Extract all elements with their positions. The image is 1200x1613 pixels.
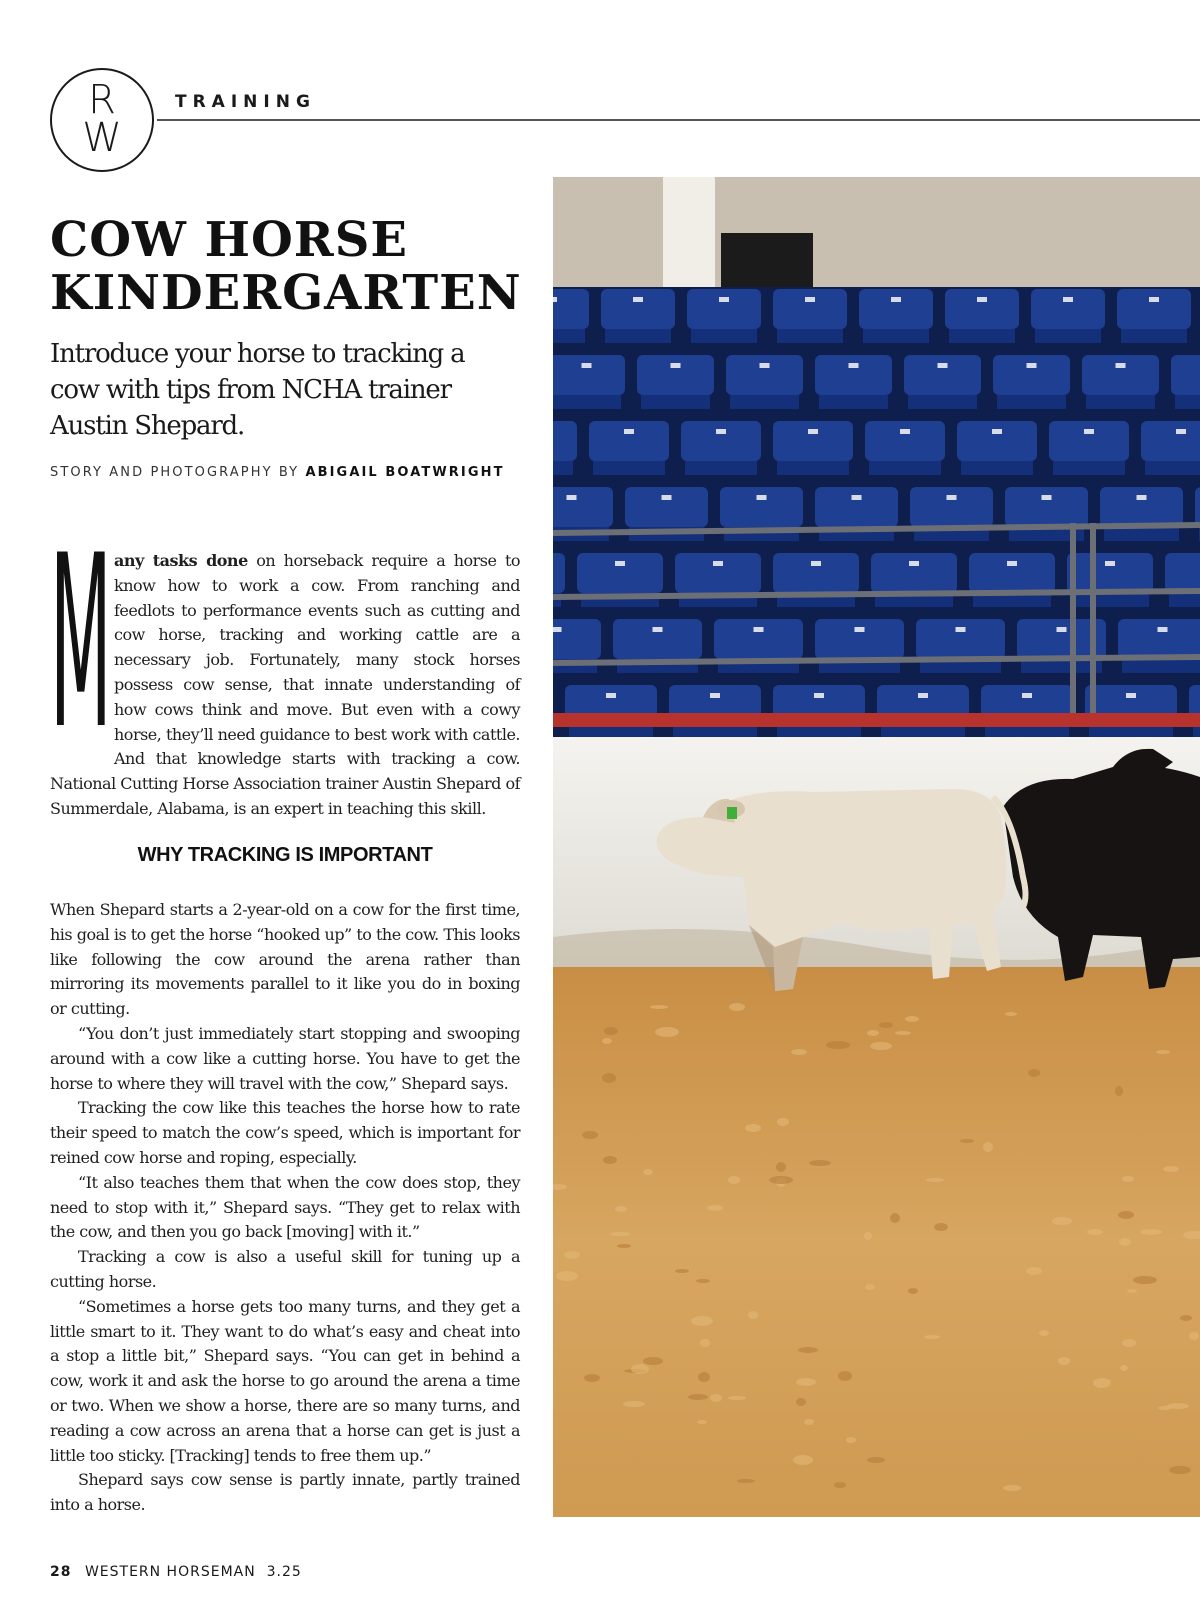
stadium-seat xyxy=(859,289,933,329)
seat-number-plate xyxy=(909,561,919,566)
seat-number-plate xyxy=(662,495,672,500)
seat-number-plate xyxy=(615,561,625,566)
body-paragraph: “You don’t just immediately start stopping and swooping around with a cow like a cutting horse. You have to get the horse to where they will travel with the cow,” Shepard says. xyxy=(50,1023,520,1093)
stadium-seat-base xyxy=(1175,395,1200,409)
hoof-print xyxy=(826,1041,850,1049)
seat-number-plate xyxy=(653,627,663,632)
stadium-seat xyxy=(687,289,761,329)
hoof-print xyxy=(1189,1332,1199,1340)
stadium-seat xyxy=(1100,487,1183,527)
hoof-print xyxy=(1028,1069,1040,1077)
hoof-print xyxy=(934,1223,948,1231)
hoof-print xyxy=(1120,1365,1128,1371)
hoof-print xyxy=(675,1269,689,1273)
seat-number-plate xyxy=(956,627,966,632)
seat-number-plate xyxy=(891,297,901,302)
hoof-print xyxy=(895,1031,911,1035)
header-divider xyxy=(157,119,1200,121)
hoof-print xyxy=(710,1394,722,1402)
hoof-print xyxy=(582,1131,598,1139)
seat-number-plate xyxy=(553,297,557,302)
hoof-print xyxy=(655,1027,679,1037)
intro-text: on horseback require a horse to know how to work a cow. From ranching and feedlots to performance events such as cutting and cow horse, tracking and working cattle are a necessary job. Fortunately, many stock horses possess cow sense, that innate understanding of how cows think and move. But even with a cowy horse, they’ll need guidance to best work with cattle. And that knowledge starts with tracking a cow. National Cutting Horse Association trainer Austin Shepard of Summerdale, Alabama, is an expert in teaching this skill. xyxy=(50,551,521,818)
arena-cattle-photo xyxy=(553,177,1200,1517)
seat-number-plate xyxy=(716,429,726,434)
hoof-print xyxy=(728,1176,740,1184)
hoof-print xyxy=(1156,1050,1170,1054)
hoof-print xyxy=(643,1169,653,1175)
stadium-seat xyxy=(815,487,898,527)
stadium-seat-base xyxy=(777,725,861,739)
hoof-print xyxy=(796,1398,806,1406)
hoof-print xyxy=(1163,1166,1179,1172)
stadium-seat xyxy=(714,619,803,659)
hoof-print xyxy=(650,1005,668,1009)
seat-number-plate xyxy=(719,297,729,302)
seat-number-plate xyxy=(814,693,824,698)
hoof-print xyxy=(696,1279,710,1283)
stadium-seat-base xyxy=(730,395,799,409)
hoof-print xyxy=(870,1042,892,1050)
hoof-print xyxy=(960,1139,974,1143)
hoof-print xyxy=(623,1401,645,1407)
stadium-seat xyxy=(553,355,625,395)
stadium-seat xyxy=(589,421,669,461)
hoof-print xyxy=(602,1073,616,1083)
stadium-seat xyxy=(553,553,565,593)
hoof-print xyxy=(631,1364,649,1374)
hoof-print xyxy=(983,1142,993,1152)
stadium-seat xyxy=(637,355,714,395)
hoof-print xyxy=(745,1124,761,1132)
stadium-seat xyxy=(957,421,1037,461)
hoof-print xyxy=(1122,1339,1136,1347)
hoof-print xyxy=(615,1206,627,1212)
arena-photo-illustration xyxy=(553,177,1200,1517)
seat-number-plate xyxy=(805,297,815,302)
hoof-print xyxy=(1058,1357,1070,1365)
hoof-print xyxy=(1093,1378,1111,1388)
stadium-seat xyxy=(625,487,708,527)
stadium-seat xyxy=(916,619,1005,659)
hoof-print xyxy=(905,1016,919,1022)
hoof-print xyxy=(737,1479,755,1483)
hoof-print xyxy=(867,1030,879,1036)
stadium-seat-base xyxy=(869,461,941,475)
stadium-seat-base xyxy=(569,725,653,739)
seat-number-plate xyxy=(977,297,987,302)
hoof-print xyxy=(776,1162,786,1172)
hoof-print xyxy=(1127,1289,1137,1293)
stadium-seat xyxy=(681,421,761,461)
seat-number-plate xyxy=(710,693,720,698)
stadium-seat xyxy=(910,487,993,527)
seat-number-plate xyxy=(633,297,643,302)
seat-number-plate xyxy=(1116,363,1126,368)
seat-number-plate xyxy=(1027,363,1037,368)
stadium-seat xyxy=(577,553,663,593)
seat-number-plate xyxy=(582,363,592,368)
hoof-print xyxy=(1039,1330,1049,1336)
stadium-seat xyxy=(1141,421,1200,461)
seat-number-plate xyxy=(757,495,767,500)
seat-number-plate xyxy=(918,693,928,698)
stadium-seat-base xyxy=(593,461,665,475)
drop-cap: M xyxy=(50,505,112,782)
stadium-seat-base xyxy=(553,395,621,409)
seat-number-plate xyxy=(849,363,859,368)
stadium-seat xyxy=(553,487,613,527)
article-deck: Introduce your horse to tracking a cow with tips from NCHA trainer Austin Shepard. xyxy=(50,339,465,441)
stadium-seat-base xyxy=(685,461,757,475)
stadium-seat-base xyxy=(1193,725,1200,739)
seat-number-plate xyxy=(1176,429,1186,434)
hoof-print xyxy=(890,1213,900,1223)
seat-number-plate xyxy=(713,561,723,566)
hoof-print xyxy=(556,1271,578,1281)
seat-number-plate xyxy=(947,495,957,500)
hoof-print xyxy=(1005,1012,1017,1016)
byline-author: ABIGAIL BOATWRIGHT xyxy=(305,465,505,480)
body-paragraph: “It also teaches them that when the cow does stop, they need to stop with it,” Shepard says. “They get to relax with the cow, and then you go back [moving] with it.” xyxy=(50,1172,520,1242)
stadium-seat xyxy=(1049,421,1129,461)
seat-number-plate xyxy=(671,363,681,368)
seat-number-plate xyxy=(1042,495,1052,500)
section-subhead: WHY TRACKING IS IMPORTANT xyxy=(137,844,433,866)
stadium-seat-base xyxy=(1169,593,1200,607)
stadium-seat xyxy=(993,355,1070,395)
hoof-print xyxy=(698,1372,710,1382)
hoof-print xyxy=(1087,1229,1103,1235)
stadium-seat-base xyxy=(961,461,1033,475)
hoof-print xyxy=(1133,1276,1157,1284)
hoof-print xyxy=(610,1232,630,1236)
seat-number-plate xyxy=(808,429,818,434)
hoof-print xyxy=(1003,1485,1021,1491)
stadium-seat xyxy=(815,355,892,395)
stadium-seat-base xyxy=(997,395,1066,409)
byline-prefix: STORY AND PHOTOGRAPHY BY xyxy=(50,465,300,480)
hoof-print xyxy=(796,1378,816,1386)
hoof-print xyxy=(603,1156,617,1164)
rw-logo xyxy=(50,68,154,172)
hoof-print xyxy=(879,1022,893,1028)
seat-number-plate xyxy=(811,561,821,566)
hoof-print xyxy=(729,1003,745,1011)
stadium-seat-base xyxy=(641,395,710,409)
body-paragraph: Tracking a cow is also a useful skill for tuning up a cutting horse. xyxy=(50,1247,520,1291)
stadium-seat-base xyxy=(949,329,1015,343)
stadium-seat xyxy=(871,553,957,593)
hoof-print xyxy=(838,1371,852,1381)
stadium-seat xyxy=(1082,355,1159,395)
body-paragraph: Tracking the cow like this teaches the horse how to rate their speed to match the cow’s speed, which is important for reined cow horse and roping, especially. xyxy=(50,1098,520,1167)
hoof-print xyxy=(617,1244,631,1248)
stadium-seat xyxy=(945,289,1019,329)
article-byline xyxy=(50,465,505,480)
seat-number-plate xyxy=(1158,627,1168,632)
hoof-print xyxy=(1052,1217,1072,1225)
stadium-seat-base xyxy=(863,329,929,343)
hoof-print xyxy=(1119,1238,1131,1246)
hoof-print xyxy=(697,1420,707,1424)
seat-number-plate xyxy=(992,429,1002,434)
hoof-print xyxy=(1180,1315,1192,1321)
hoof-print xyxy=(1026,1267,1042,1275)
hoof-print xyxy=(1169,1466,1191,1474)
stadium-seat xyxy=(773,289,847,329)
hoof-print xyxy=(584,1374,600,1382)
body-paragraph: When Shepard starts a 2-year-old on a cow for the first time, his goal is to get the horse “hooked up” to the cow. This looks like following the cow around the arena rather than mirroring its movements parallel to it like you do in boxing or cutting. xyxy=(50,900,520,1019)
seat-number-plate xyxy=(553,627,562,632)
body-paragraph: “Sometimes a horse gets too many turns, and they get a little smart to it. They want to do what’s easy and cheat into a stop a little bit,” Shepard says. “You can get in behind a cow, work it and ask the horse to go around the arena a time or two. When we show a horse, there are so many turns, and reading a cow across an arena that a horse can get is just a little too sticky. [Tracking] tends to free them up.” xyxy=(50,1296,520,1465)
hoof-print xyxy=(1115,1086,1123,1096)
stadium-seat xyxy=(904,355,981,395)
stadium-seat-base xyxy=(1071,593,1149,607)
section-label: TRAINING xyxy=(175,92,316,112)
stadium-seat-base xyxy=(691,329,757,343)
stadium-seat-base xyxy=(1121,329,1187,343)
stadium-seat-base xyxy=(1035,329,1101,343)
hoof-print xyxy=(793,1455,813,1465)
green-ear-tag xyxy=(727,807,737,819)
seat-number-plate xyxy=(606,693,616,698)
seat-number-plate xyxy=(852,495,862,500)
stadium-seat xyxy=(675,553,761,593)
logo-letter-r: R xyxy=(88,77,116,123)
seat-number-plate xyxy=(938,363,948,368)
stadium-seat xyxy=(1171,355,1200,395)
stadium-seat xyxy=(553,289,589,329)
stadium-seat xyxy=(553,421,577,461)
stadium-seat-base xyxy=(908,395,977,409)
seat-number-plate xyxy=(754,627,764,632)
seat-number-plate xyxy=(855,627,865,632)
stadium-seat xyxy=(726,355,803,395)
stadium-seat xyxy=(613,619,702,659)
seat-number-plate xyxy=(1149,297,1159,302)
stadium-seat xyxy=(1031,289,1105,329)
hoof-print xyxy=(602,1038,612,1044)
stadium-seat-base xyxy=(777,461,849,475)
stadium-seat xyxy=(815,619,904,659)
hoof-print xyxy=(791,1049,807,1055)
page-number: 28 xyxy=(50,1564,72,1580)
hoof-print xyxy=(564,1251,580,1259)
hoof-print xyxy=(728,1396,746,1400)
seat-number-plate xyxy=(1105,561,1115,566)
publication-name: WESTERN HORSEMAN xyxy=(84,1564,256,1580)
hoof-print xyxy=(864,1232,872,1240)
stadium-seat-base xyxy=(985,725,1069,739)
article-headline: COW HORSE KINDERGARTEN xyxy=(50,212,522,321)
hoof-print xyxy=(688,1394,708,1400)
stadium-seat-base xyxy=(819,395,888,409)
hoof-print xyxy=(777,1118,789,1126)
stadium-seat xyxy=(773,421,853,461)
stadium-seat-base xyxy=(1086,395,1155,409)
hoof-print xyxy=(1122,1176,1134,1182)
seat-number-plate xyxy=(567,495,577,500)
seat-number-plate xyxy=(1084,429,1094,434)
stadium-seat-base xyxy=(881,725,965,739)
seat-number-plate xyxy=(1137,495,1147,500)
seat-number-plate xyxy=(624,429,634,434)
stadium-seat-base xyxy=(1053,461,1125,475)
hoof-print xyxy=(865,1284,875,1290)
stadium-seat xyxy=(601,289,675,329)
logo-letter-w: W xyxy=(82,115,122,161)
seat-number-plate xyxy=(1126,693,1136,698)
hoof-print xyxy=(804,1419,814,1425)
page-folio xyxy=(50,1564,302,1580)
hoof-print xyxy=(809,1160,831,1166)
stadium-seat xyxy=(1067,553,1153,593)
hoof-print xyxy=(1167,1403,1189,1409)
hoof-print xyxy=(691,1316,713,1326)
hoof-print xyxy=(867,1457,885,1463)
stadium-seat xyxy=(1117,289,1191,329)
seat-number-plate xyxy=(1057,627,1067,632)
stadium-seat-base xyxy=(777,329,843,343)
article-body xyxy=(50,898,520,1518)
hoof-print xyxy=(924,1335,940,1339)
stadium-seat-base xyxy=(1145,461,1200,475)
hoof-print xyxy=(748,1311,758,1319)
stadium-seat xyxy=(773,553,859,593)
seat-number-plate xyxy=(760,363,770,368)
seat-number-plate xyxy=(900,429,910,434)
stadium-seat-base xyxy=(1089,725,1173,739)
stadium-seat xyxy=(969,553,1055,593)
stadium-seat-base xyxy=(1104,527,1179,541)
hoof-print xyxy=(834,1482,846,1488)
hoof-print xyxy=(643,1357,663,1365)
stadium-seat xyxy=(553,619,601,659)
stadium-seat xyxy=(720,487,803,527)
intro-paragraph xyxy=(50,505,521,822)
hoof-print xyxy=(846,1437,856,1443)
stadium-seat xyxy=(1005,487,1088,527)
seat-number-plate xyxy=(1007,561,1017,566)
hoof-print xyxy=(700,1339,710,1347)
stadium-seat xyxy=(1118,619,1200,659)
hoof-print xyxy=(926,1178,944,1182)
stadium-seat xyxy=(1165,553,1200,593)
hoof-print xyxy=(798,1347,818,1353)
stadium-seat-base xyxy=(553,461,573,475)
issue-date: 3.25 xyxy=(266,1564,302,1580)
intro-lead-in: any tasks done xyxy=(114,551,248,570)
seat-number-plate xyxy=(1022,693,1032,698)
stadium-seat-base xyxy=(553,329,585,343)
stadium-seat xyxy=(1195,487,1200,527)
stadium-seat-base xyxy=(1122,659,1200,673)
hoof-print xyxy=(604,1027,618,1035)
stadium-seat-base xyxy=(673,725,757,739)
hoof-print xyxy=(908,1288,918,1294)
body-paragraph: Shepard says cow sense is partly innate, partly trained into a horse. xyxy=(50,1470,520,1515)
stadium-seat xyxy=(865,421,945,461)
hoof-print xyxy=(1140,1229,1162,1235)
hoof-print xyxy=(769,1176,793,1184)
red-rail xyxy=(553,713,1200,727)
hoof-print xyxy=(707,1205,723,1211)
hoof-print xyxy=(1118,1211,1134,1219)
stadium-seat-base xyxy=(605,329,671,343)
seat-number-plate xyxy=(1063,297,1073,302)
